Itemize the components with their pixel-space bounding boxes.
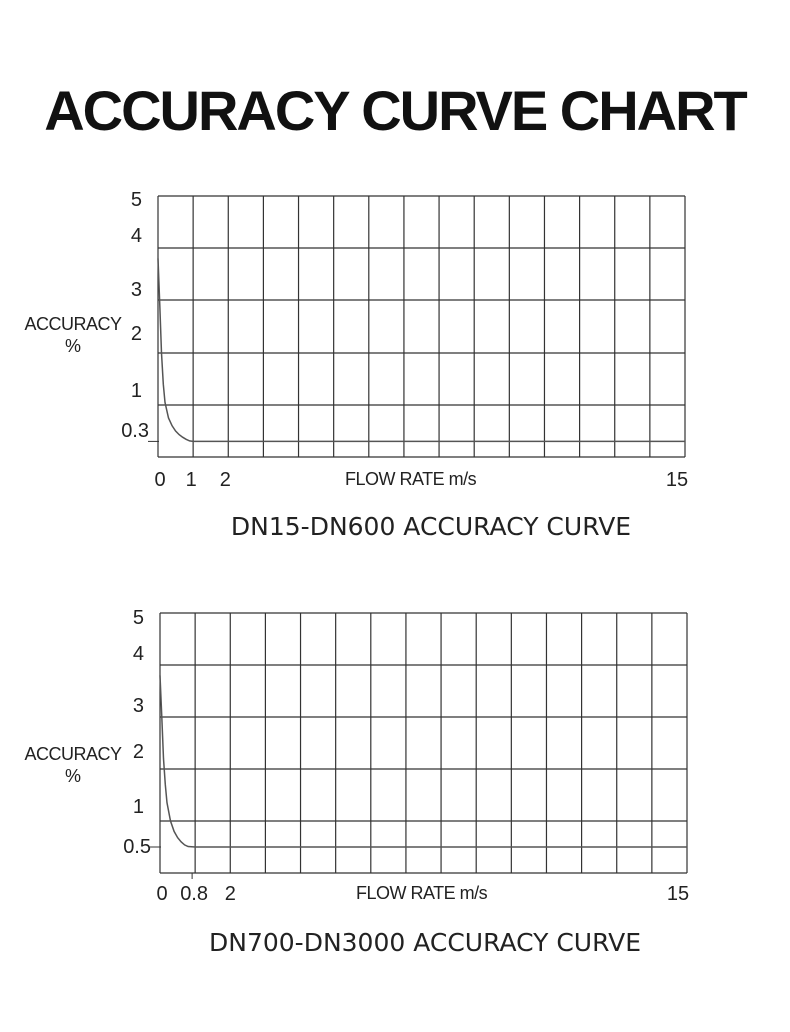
y-tick-label: 1 xyxy=(132,796,144,818)
y-tick-label: 3 xyxy=(130,279,142,301)
x-tick-label: 2 xyxy=(219,469,231,491)
page-title: ACCURACY CURVE CHART xyxy=(44,79,746,142)
y-tick-label: 2 xyxy=(130,323,142,345)
y-tick-label: 2 xyxy=(132,741,144,763)
x-tick-label: 0 xyxy=(156,883,168,905)
y-tick-label: 0.3 xyxy=(121,420,149,442)
x-tick-label: 0.8 xyxy=(180,883,209,905)
y-axis-label: ACCURACY xyxy=(24,744,122,764)
accuracy-chart-dn700-dn3000 xyxy=(0,598,790,918)
accuracy-chart-dn15-dn600 xyxy=(0,180,790,500)
x-tick-label: 0 xyxy=(154,469,166,491)
y-tick-label: 4 xyxy=(132,643,144,665)
chart-caption-dn700-dn3000: DN700-DN3000 ACCURACY CURVE xyxy=(209,928,641,957)
x-tick-label: 15 xyxy=(666,883,690,905)
y-axis-label: ACCURACY xyxy=(24,314,122,334)
accuracy-curve-line xyxy=(158,258,685,441)
x-tick-label: 1 xyxy=(185,469,197,491)
y-axis-unit: % xyxy=(64,336,82,356)
y-tick-label: 3 xyxy=(132,695,144,717)
y-tick-label: 4 xyxy=(130,225,142,247)
y-tick-label: 0.5 xyxy=(123,836,151,858)
x-tick-label: 15 xyxy=(665,469,689,491)
y-tick-label: 5 xyxy=(130,189,142,211)
x-axis-label: FLOW RATE m/s xyxy=(356,883,488,903)
x-tick-label: 2 xyxy=(224,883,236,905)
y-tick-label: 5 xyxy=(132,607,144,629)
y-tick-label: 1 xyxy=(130,380,142,402)
chart-caption-dn15-dn600: DN15-DN600 ACCURACY CURVE xyxy=(230,512,632,541)
x-axis-label: FLOW RATE m/s xyxy=(345,469,477,489)
y-axis-unit: % xyxy=(64,766,82,786)
